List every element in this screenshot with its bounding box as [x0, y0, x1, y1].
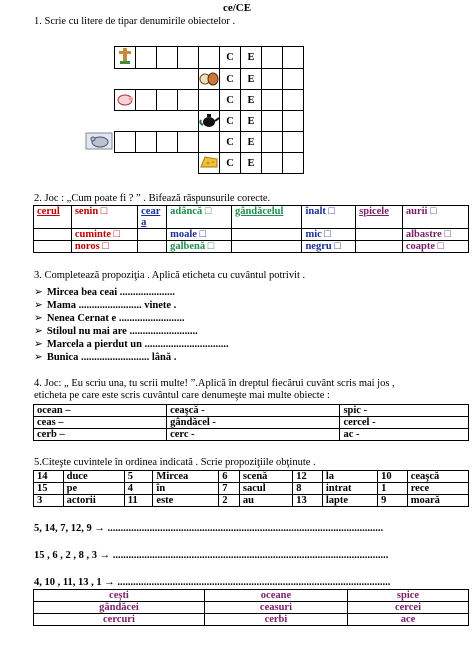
list-item: ➢ Stiloul nu mai are .......................... — [48, 325, 229, 338]
crossword-row: C E — [84, 153, 304, 174]
exercise-3-instruction: 3. Completează propoziţia . Aplică eticheta cu cuvântul potrivit . — [34, 270, 306, 281]
crossword-row: C E — [84, 90, 304, 111]
exercise-4-instruction: 4. Joc: „ Eu scriu una, tu scrii multe! ”.Aplică în dreptul fiecărui cuvânt scris mai jos , — [34, 378, 395, 389]
table-row: ocean – ceaşcă - spic - — [34, 405, 469, 417]
picture-cell — [115, 90, 136, 111]
cheese-picture-icon — [199, 154, 219, 170]
table-row: noros □ galbenă □ negru □ coapte □ — [34, 241, 469, 253]
crossword-row: C E — [84, 132, 304, 153]
table-row: 15 pe 4 în 7 sacul 8 intrat 1 rece — [34, 483, 469, 495]
table-row: cercuri cerbi ace — [34, 614, 469, 626]
exercise-2-table — [33, 205, 469, 253]
teapot-picture-icon — [199, 112, 219, 128]
list-item: ➢ Nenea Cernat e ......................... — [48, 312, 229, 325]
exercise-1-instruction: 1. Scrie cu litere de tipar denumirile obiectelor . — [34, 16, 236, 27]
exercise-4-table — [33, 404, 469, 441]
picture-cell — [84, 132, 115, 153]
mouse-picture-icon — [85, 132, 113, 150]
list-item: ➢ Bunica .......................... lână . — [48, 351, 229, 364]
exercise-4-instruction-2: eticheta pe care este scris cuvântul care denumeşte mai multe obiecte : — [34, 390, 330, 401]
picture-cell — [199, 111, 220, 132]
list-item: ➢ Marcela a pierdut un ................................ — [48, 338, 229, 351]
table-row: cerb – cerc - ac - — [34, 429, 469, 441]
table-row: cești oceane spice — [34, 590, 469, 602]
crossword-row: C E — [84, 69, 304, 90]
garlic-onion-picture-icon — [199, 70, 219, 86]
exercise-3-list — [48, 286, 229, 364]
exercise-5-instruction: 5.Citeşte cuvintele în ordinea indicată . Scrie propoziţiile obţinute . — [34, 457, 316, 468]
table-row: gândăcei ceasuri cercei — [34, 602, 469, 614]
page-title: ce/CE — [222, 2, 252, 14]
picture-cell — [115, 47, 136, 69]
sequence-line: 4, 10 , 11, 13 , 1 → ........................................................................................................ — [34, 577, 391, 588]
table-row: ceas – gândăcel - cercel - — [34, 417, 469, 429]
list-item: ➢ Mircea bea ceai ..................... — [48, 286, 229, 299]
sequence-line: 5, 14, 7, 12, 9 → ......................................................................................................... — [34, 523, 384, 534]
picture-cell — [199, 153, 220, 174]
exercise-2-instruction: 2. Joc : „Cum poate fi ? ” . Bifează răspunsurile corecte. — [34, 193, 271, 204]
list-item: ➢ Mama ........................ vinete . — [48, 299, 229, 312]
crossword-grid — [84, 46, 304, 174]
picture-cell — [199, 69, 220, 90]
table-row: 3 actorii 11 este 2 au 13 lapte 9 moară — [34, 495, 469, 507]
crossword-row: C E — [84, 111, 304, 132]
table-row: cerul senin □ cear a adâncă □ gândăcelul înalt □ spicele aurii □ — [34, 206, 469, 229]
exercise-5-table — [33, 470, 469, 507]
sequence-line: 15 , 6 , 2 , 8 , 3 → ......................................................................................................... — [34, 550, 389, 561]
word-labels-table — [33, 589, 469, 626]
table-row: 14 duce 5 Mircea 6 scenă 12 la 10 ceaşcă — [34, 471, 469, 483]
crossword-row: C E — [84, 47, 304, 69]
cross-picture-icon — [117, 47, 133, 65]
table-row: cuminte □ moale □ mic □ albastre □ — [34, 229, 469, 241]
pig-picture-icon — [116, 91, 134, 107]
